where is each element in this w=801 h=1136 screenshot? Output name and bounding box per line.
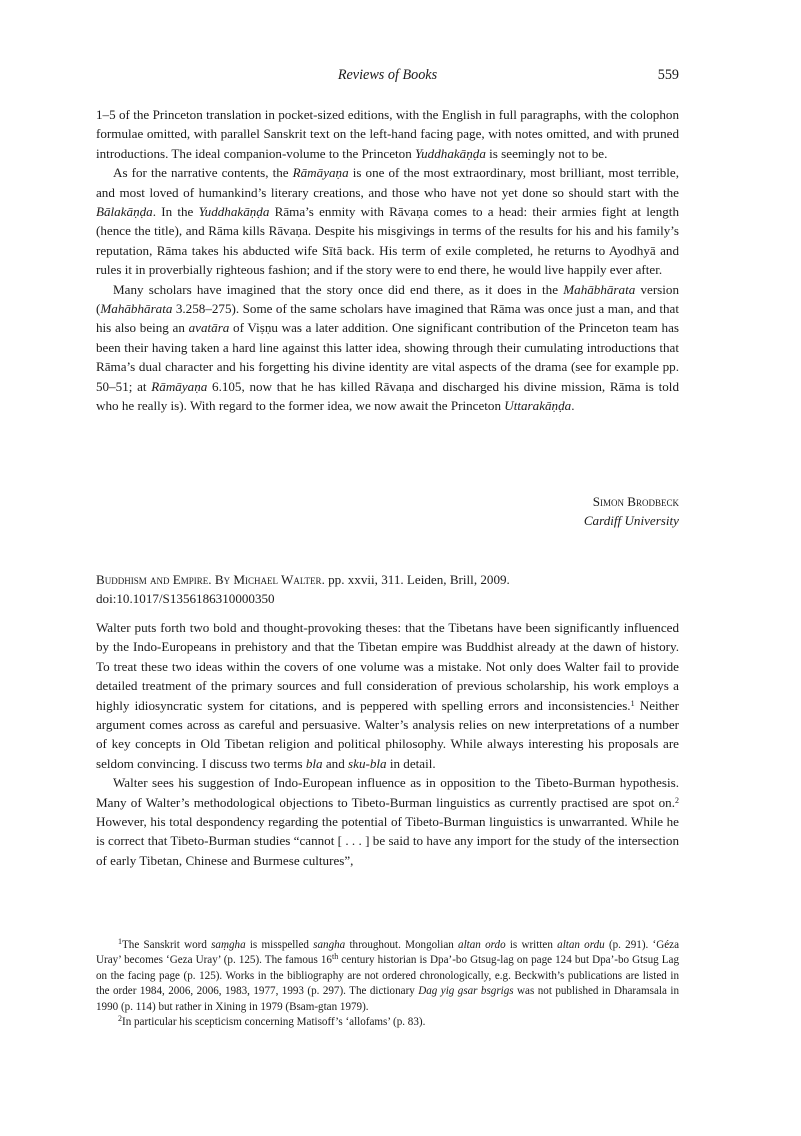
footnote-ref: 2 bbox=[675, 795, 679, 805]
footnotes bbox=[96, 938, 679, 1030]
book-doi: doi:10.1017/S1356186310000350 bbox=[96, 591, 275, 607]
reviewer-signature bbox=[584, 492, 679, 531]
reviewer-name: Simon Brodbeck bbox=[592, 494, 679, 509]
book-citation: Buddhism and Empire. By Michael Walter. pp. xxvii, 311. Leiden, Brill, 2009. bbox=[96, 572, 510, 587]
running-title: Reviews of Books bbox=[337, 67, 438, 83]
reviewer-affiliation: Cardiff University bbox=[583, 513, 679, 529]
review-body-buddhism bbox=[96, 618, 679, 870]
running-head bbox=[96, 65, 679, 85]
paragraph: Walter sees his suggestion of Indo-European influence as in opposition to the Tibeto-Burman hypothesis. Many of Walter’s methodological objections to Tibeto-Burman linguistics as currently practised are spot on.$^2$ However, his total despondency regarding the potential of Tibeto-Burman linguistics is unwarranted. While he is correct that Tibeto-Burman studies “cannot [ . . . ] be said to have any import for the study of the intersection of early Tibetan, Chinese and Burmese cultures”, bbox=[96, 775, 679, 868]
book-details: pp. xxvii, 311. Leiden, Brill, 2009. bbox=[328, 572, 510, 587]
review-body-ramayana bbox=[96, 105, 679, 416]
page-number: 559 bbox=[657, 67, 679, 83]
footnote-ref: 1 bbox=[630, 698, 635, 708]
footnote: $^1$The Sanskrit word saṃgha is misspelled sangha throughout. Mongolian altan ordo is written altan ordu (p. 291). ‘Géza Uray’ becomes ‘Geza Uray’ (p. 125). The famous 16th century historian is Dpa’-bo Gtsug-lag on page 124 but Dpa’-bo Gtsug Lag on the facing page (p. 125). Works in the bibliography are not ordered chronologically, e.g. Beckwith’s publications are listed in the order 1984, 2006, 2006, 1983, 1977, 1993 (p. 297). The dictionary Dag yig gsar bsgrigs was not published in Dharamsala in 1990 (p. 114) but rather in Xining in 1979 (Bsam-gtan 1979). bbox=[96, 937, 679, 1013]
book-reference bbox=[96, 570, 679, 609]
book-title: Buddhism and Empire bbox=[96, 572, 209, 587]
paragraph: 1–5 of the Princeton translation in pocket-sized editions, with the English in full paragraphs, with the colophon formulae omitted, with parallel Sanskrit text on the left-hand facing page, with notes omitted, and with pruned introductions. The ideal companion-volume to the Princeton Yuddhakāṇḍa is seemingly not to be. bbox=[96, 107, 679, 161]
paragraph: Many scholars have imagined that the story once did end there, as it does in the Mahābhārata version (Mahābhārata 3.258–275). Some of the same scholars have imagined that Rāma was once just a man, and that his also being an avatāra of Viṣṇu was a later addition. One significant contribution of the Princeton team has been their having taken a hard line against this latter idea, showing through their cumulating introductions that Rāma’s dual character and his forgetting his divine identity are vital aspects of the drama (see for example pp. 50–51; at Rāmāyaṇa 6.105, now that he has killed Rāvaṇa and discharged his divine mission, Rāma is told who he really is). With regard to the former idea, we now await the Princeton Uttarakāṇḍa. bbox=[96, 281, 680, 414]
book-author: Michael Walter bbox=[233, 572, 322, 587]
footnote: $^2$In particular his scepticism concerning Matisoff’s ‘allofams’ (p. 83). bbox=[118, 1014, 426, 1029]
paragraph: As for the narrative contents, the Rāmāyaṇa is one of the most extraordinary, most brilliant, most terrible, and most loved of humankind’s literary creations, and those who have not yet done so should start with the Bālakāṇḍa. In the Yuddhakāṇḍa Rāma’s enmity with Rāvaṇa comes to a head: their armies fight at length (hence the title), and Rāma kills Rāvaṇa. Despite his misgivings in terms of the results for his and his family’s reputation, Rāma takes his abducted wife Sītā back. His term of exile completed, he returns to Ayodhyā and rules it in proverbially righteous fashion; and if the story were to end there, he would live happily ever after. bbox=[96, 165, 679, 278]
paragraph: Walter puts forth two bold and thought-provoking theses: that the Tibetans have been significantly influenced by the Indo-Europeans in prehistory and that the Tibetan empire was Buddhist already at the dawn of history. To treat these two ideas within the covers of one volume was a mistake. Not only does Walter fail to provide detailed treatment of the primary sources and full consideration of previous scholarship, his work employs a highly idiosyncratic system for citations, and is peppered with spelling errors and inconsistencies.$^1$ Neither argument comes across as careful and persuasive. Walter’s analysis relies on new interpretations of a number of key concepts in Old Tibetan religion and political philosophy. While always interesting his proposals are seldom convincing. I discuss two terms bla and sku-bla in detail. bbox=[96, 620, 679, 771]
